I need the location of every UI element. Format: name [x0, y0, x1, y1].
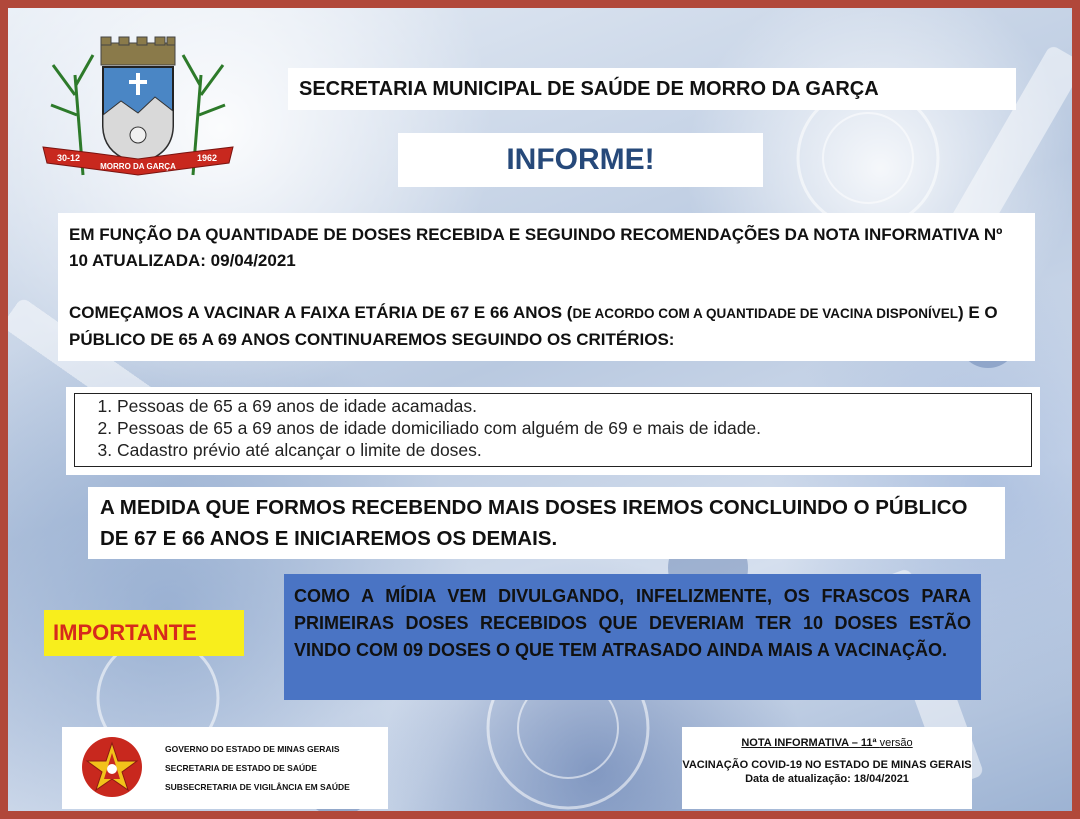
criteria-item: 3. Cadastro prévio até alcançar o limite de doses.: [117, 439, 1021, 461]
page-title: SECRETARIA MUNICIPAL DE SAÚDE DE MORRO DA GARÇA: [288, 68, 1016, 110]
medida-statement: A MEDIDA QUE FORMOS RECEBENDO MAIS DOSES IREMOS CONCLUINDO O PÚBLICO DE 67 E 66 ANOS E INICIAREMOS OS DEMAIS.: [88, 487, 1005, 559]
government-line-3: SUBSECRETARIA DE VIGILÂNCIA EM SAÚDE: [165, 782, 350, 792]
nota-title: [682, 736, 972, 750]
nota-date: Data de atualização: 18/04/2021: [745, 773, 909, 785]
importante-label: IMPORTANTE: [44, 610, 244, 656]
government-line-1: GOVERNO DO ESTADO DE MINAS GERAIS: [165, 744, 340, 754]
info-paragraph-2-main: COMEÇAMOS A VACINAR A FAIXA ETÁRIA DE 67 E 66 ANOS (: [69, 303, 573, 322]
government-line-2: SECRETARIA DE ESTADO DE SAÚDE: [165, 763, 317, 773]
nota-title-main: NOTA INFORMATIVA – 11ª: [741, 737, 880, 749]
nota-title-version: versão: [879, 737, 913, 749]
criteria-item: 2. Pessoas de 65 a 69 anos de idade domiciliado com alguém de 69 e mais de idade.: [117, 417, 1021, 439]
nota-informativa-block: [682, 727, 972, 809]
minas-gerais-emblem: [80, 735, 144, 799]
coat-of-arms-banner-text: MORRO DA GARÇA: [100, 162, 176, 171]
government-lines: [165, 740, 350, 797]
info-paragraph-1: EM FUNÇÃO DA QUANTIDADE DE DOSES RECEBIDA E SEGUINDO RECOMENDAÇÕES DA NOTA INFORMATIVA Nº 10 ATUALIZADA: 09/04/2021: [69, 225, 1003, 270]
criteria-item: 1. Pessoas de 65 a 69 anos de idade acamadas.: [117, 395, 1021, 417]
criteria-list: [85, 395, 1021, 461]
criteria-panel: [66, 387, 1040, 475]
info-paragraph-2-end: ) E O PÚBLICO DE 65 A 69 ANOS CONTINUAREMOS SEGUINDO OS CRITÉRIOS:: [69, 303, 998, 349]
government-logo-block: [62, 727, 388, 809]
info-paragraph-2-note: DE ACORDO COM A QUANTIDADE DE VACINA DISPONÍVEL: [572, 306, 958, 321]
informe-heading: INFORME!: [398, 133, 763, 187]
municipal-coat-of-arms: [33, 35, 243, 185]
criteria-list-frame: [74, 393, 1032, 467]
nota-subtitle: VACINAÇÃO COVID-19 NO ESTADO DE MINAS GERAIS: [682, 759, 972, 771]
coat-of-arms-left-ribbon-text: 30-12: [57, 153, 81, 163]
info-paragraph-2: [69, 300, 1024, 353]
importante-notice: COMO A MÍDIA VEM DIVULGANDO, INFELIZMENTE, OS FRASCOS PARA PRIMEIRAS DOSES RECEBIDOS QUE DEVERIAM TER 10 DOSES ESTÃO VINDO COM 09 DOSES O QUE TEM ATRASADO AINDA MAIS A VACINAÇÃO.: [284, 574, 981, 700]
coat-of-arms-right-ribbon-text: 1962: [197, 153, 218, 163]
info-text-block: [58, 213, 1035, 361]
